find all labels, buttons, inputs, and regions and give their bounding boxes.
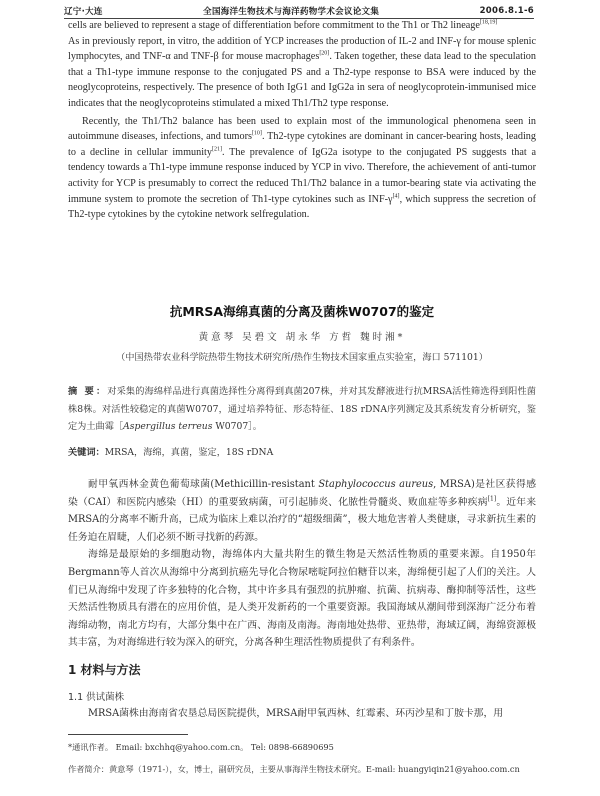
chinese-body <box>68 476 536 652</box>
section-heading-1: 1 材料与方法 <box>68 663 141 677</box>
abstract-label: 摘 要： <box>68 386 108 397</box>
abstract-tail: W0707］。 <box>212 421 262 432</box>
footnote-corresponding: *通讯作者。 Email: bxchhq@yahoo.com.cn。 Tel: 0898-66890695 <box>68 742 334 752</box>
article-authors: 黄意琴 吴碧文 胡永华 方哲 魏时湘* <box>198 332 406 343</box>
english-paragraph-1: cells are believed to represent a stage of differentiation before commitment to the Th1 or Th2 lineage[18,19] <box>68 19 498 31</box>
running-head <box>64 4 534 18</box>
running-head-right: 2006.8.1-6 <box>479 6 534 16</box>
running-head-center: 全国海洋生物技术与海洋药物学术会议论文集 <box>203 7 380 17</box>
keywords <box>68 446 536 460</box>
chinese-paragraph-2: 海绵是最原始的多细胞动物，海绵体内大量共附生的微生物是天然活性物质的重要来源。自1950年Bergmann等人首次从海绵中分离到抗癌先导化合物尿嘧啶阿拉伯糖苷以来，海绵便引起了人们的关注。人们已从海绵中发现了许多独特的化合物，其中许多具有强烈的抗肿瘤、抗菌、抗病毒、酶抑制等活性，这些天然活性物质具有潜在的应用价值，是人类开发新药的一个重要资源。我国海域从潮间带到深海广泛分布着海绵动物，南北方均有，大部分集中在广西、海南及南海。海南地处热带、亚热带，海域辽阔，海绵资源极其丰富，为对海绵进行较为深入的研究，分离各种生理活性物质提供了有利条件。 <box>68 549 536 649</box>
article-affiliation: （中国热带农业科学院热带生物技术研究所/热作生物技术国家重点实验室，海口 571101） <box>116 352 488 363</box>
abstract <box>68 383 536 436</box>
footnote-rule <box>68 734 188 735</box>
keywords-text: MRSA，海绵，真菌，鉴定，18S rDNA <box>104 447 274 458</box>
subsection-heading-1-1: 1.1 供试菌株 <box>68 692 125 703</box>
english-paragraph-3: Recently, the Th1/Th2 balance has been used to explain most of the immunological phenomena seen in autoimmune diseases, infections, and tumors[10]. Th2-type cytokines are dominant in cancer-bearing hosts, leading to a decline in cellular immunity[21]. The prevalence of IgG2a isotype to the conjugated PS suggests that a tendency towards a Th1-type immune response induced by YCP in vivo. Therefore, the achievement of anti-tumor activity for YCP is presumably to correct the reduced Th1/Th2 balance in a tumor-bearing state via activating the immune system to promote the secretion of Th1-type cytokines such as INF-γ[4], which suppress the secretion of Th2-type cytokines by the cytokine network selfregulation. <box>68 115 536 221</box>
abstract-species: Aspergillus terreus <box>123 421 213 432</box>
footnote-author-bio: 作者简介：黄意琴（1971-），女，博士，副研究员，主要从事海洋生物技术研究。E-mail: huangyiqin21@yahoo.com.cn <box>68 764 520 774</box>
keywords-label: 关键词： <box>68 447 105 458</box>
running-head-left: 辽宁·大连 <box>64 7 103 17</box>
chinese-paragraph-1: 耐甲氧西林金黄色葡萄球菌(Methicillin-resistant Staphylococcus aureus, MRSA)是社区获得感染（CAI）和医院内感染（HI）的重要致病菌，可引起肺炎、化脓性骨髓炎、败血症等多种疾病[1]。近年来MRSA的分离率不断升高，已成为临床上难以治疗的“超级细菌”，极大地危害着人类健康，寻求新抗生素的任务迫在眉睫，人们必须不断寻找新的药源。 <box>68 479 536 543</box>
english-paragraph-2: As in previously report, in vitro, the addition of YCP increases the production of IL-2 and INF-γ for mouse splenic lymphocytes, and TNF-α and TNF-β for mouse macrophages[20]. Taken together, these data lead to the speculation that a Th1-type immune response to the conjugated PS and a Th2-type response to BSA were induced by the neoglycoproteins, respectively. The presence of both IgG1 and IgG2a in sera of neoglycoprotein-immunised mice indicates that the neoglycoproteins stimulated a mixed Th1/Th2 type response. <box>68 35 536 109</box>
abstract-text: 对采集的海绵样品进行真菌选择性分离得到真菌207株，并对其发酵液进行抗MRSA活性筛选得到阳性菌株8株。对活性较稳定的真菌W0707，通过培养特征、形态特征、18S rDNA序列测定及其系统发育分析研究，鉴定为土曲霉［ <box>68 386 536 432</box>
article-title: 抗MRSA海绵真菌的分离及菌株W0707的鉴定 <box>169 304 435 319</box>
chinese-paragraph-3: MRSA菌株由海南省农垦总局医院提供，MRSA耐甲氧西林、红霉素、环丙沙星和丁胺卡那，用 <box>88 708 504 719</box>
english-body <box>68 18 536 223</box>
